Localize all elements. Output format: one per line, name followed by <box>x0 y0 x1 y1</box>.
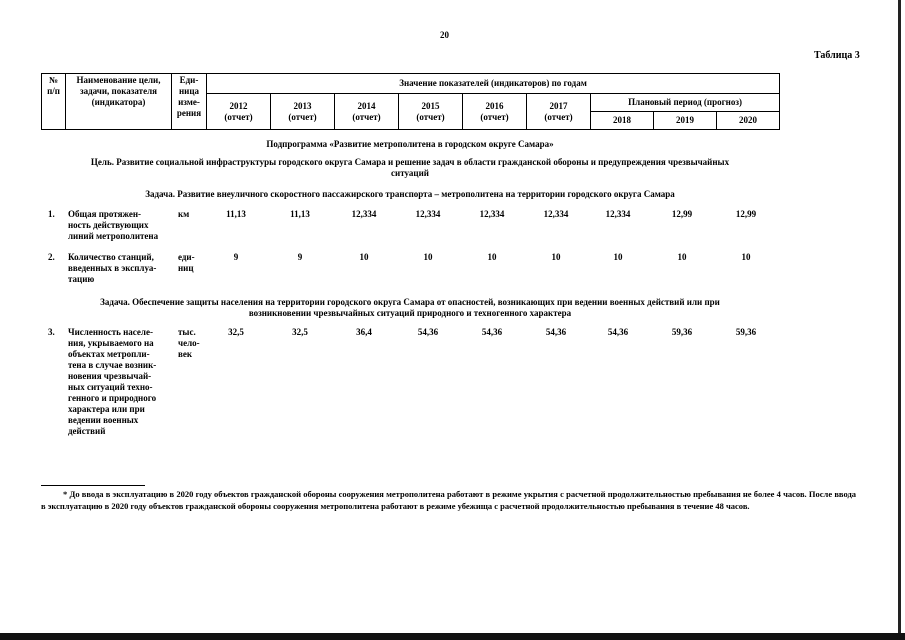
year-label: 2016 <box>485 100 504 111</box>
indicator-unit-line: ниц <box>178 263 194 273</box>
scan-bottom-edge <box>0 633 905 640</box>
indicator-name-line: ность действующих <box>68 220 149 230</box>
indicator-name-line: действий <box>68 426 106 436</box>
header-unit-line: ница <box>178 86 200 96</box>
indicator-unit <box>178 252 212 274</box>
year-label: 2015 <box>421 100 440 111</box>
indicator-name-line: введенных в эксплуа- <box>68 263 157 273</box>
header-num-cell <box>42 74 66 130</box>
indicator-name-line: ния, укрываемого на <box>68 338 154 348</box>
indicator-name <box>68 327 180 437</box>
year-note: (отчет) <box>352 111 381 122</box>
header-year-2012 <box>207 94 271 130</box>
year-note: (отчет) <box>480 111 509 122</box>
header-year-2013 <box>271 94 335 130</box>
year-label: 2012 <box>229 100 248 111</box>
row-number: 2. <box>48 252 55 262</box>
goal-line: ситуаций <box>391 168 429 178</box>
value-2017: 54,36 <box>545 327 567 337</box>
year-note: (отчет) <box>288 111 317 122</box>
value-2017: 10 <box>551 252 561 262</box>
indicator-name-line: ведении военных <box>68 415 139 425</box>
value-2015: 12,334 <box>415 209 441 219</box>
header-plan-year-2019: 2019 <box>654 112 717 130</box>
value-2019: 10 <box>677 252 687 262</box>
value-2017: 12,334 <box>543 209 569 219</box>
row-number: 3. <box>48 327 55 337</box>
value-2013: 32,5 <box>292 327 308 337</box>
value-2012: 11,13 <box>226 209 246 219</box>
header-name-line: (индикатора) <box>91 97 146 107</box>
scan-edge <box>898 0 901 640</box>
value-2014: 10 <box>359 252 369 262</box>
header-unit-line: изме- <box>178 97 200 107</box>
indicator-name-line: Численность населе- <box>68 327 153 337</box>
indicator-unit <box>178 327 212 360</box>
value-2016: 12,334 <box>479 209 505 219</box>
indicator-unit-line: чело- <box>178 338 200 348</box>
indicator-name <box>68 209 180 242</box>
indicator-name-line: ных ситуаций техно- <box>68 382 153 392</box>
task-title-line: возникновении чрезвычайных ситуаций природного и техногенного характера <box>248 308 572 318</box>
value-2012: 9 <box>233 252 239 262</box>
indicator-name-line: новения чрезвычай- <box>68 371 152 381</box>
year-note: (отчет) <box>416 111 445 122</box>
header-num-line: п/п <box>47 86 60 96</box>
value-2019: 12,99 <box>671 209 693 219</box>
header-name-cell <box>66 74 172 130</box>
task-title: Задача. Обеспечение защиты населения на территории городского округа Самара от опасностей, возникающих при ведении военных действий или при <box>100 297 720 307</box>
value-2013: 11,13 <box>290 209 310 219</box>
value-2018: 12,334 <box>605 209 631 219</box>
value-2012: 32,5 <box>228 327 244 337</box>
indicator-unit-line: век <box>178 349 193 359</box>
header-plan-year-2020: 2020 <box>717 112 780 130</box>
header-values-title: Значение показателей (индикаторов) по годам <box>207 74 780 94</box>
indicator-name-line: Общая протяжен- <box>68 209 142 219</box>
indicator-name-line: тацию <box>68 274 95 284</box>
footnote: * До ввода в эксплуатацию в 2020 году объектов гражданской обороны сооружения метрополитена работают в режиме укрытия с расчетной продолжительностью пребывания не более 4 часов. После ввода в эксплуатацию в 2020 году объектов гражданской обороны сооружения метрополитена работают в режиме убежища с расчетной продолжительностью пребывания в течение 48 часов. <box>41 489 856 511</box>
header-plan-year-2018: 2018 <box>591 112 654 130</box>
indicator-name <box>68 252 180 285</box>
value-2014: 36,4 <box>356 327 372 337</box>
value-2018: 10 <box>613 252 623 262</box>
header-name-line: Наименование цели, <box>76 75 161 85</box>
header-unit-cell <box>172 74 207 130</box>
header-year-2015 <box>399 94 463 130</box>
value-2016: 10 <box>487 252 497 262</box>
indicator-unit-line: км <box>178 209 190 219</box>
value-2018: 54,36 <box>607 327 629 337</box>
value-2020: 12,99 <box>735 209 757 219</box>
header-num-line: № <box>48 75 59 85</box>
indicator-name-line: характера или при <box>68 404 145 414</box>
task-title: Задача. Развитие внеуличного скоростного пассажирского транспорта – метрополитена на территории городского округа Самара <box>145 189 675 199</box>
value-2014: 12,334 <box>351 209 377 219</box>
subprogram-title: Подпрограмма «Развитие метрополитена в городском округе Самара» <box>266 139 554 149</box>
value-2015: 10 <box>423 252 433 262</box>
year-label: 2017 <box>549 100 568 111</box>
header-name-line: задачи, показателя <box>79 86 158 96</box>
page-number: 20 <box>440 30 449 40</box>
header-unit-line: рения <box>176 108 202 118</box>
header-unit-line: Еди- <box>179 75 199 85</box>
indicator-name-line: объектах метропли- <box>68 349 150 359</box>
header-year-2016 <box>463 94 527 130</box>
indicator-name-line: тена в случае возник- <box>68 360 157 370</box>
header-plan-title: Плановый период (прогноз) <box>591 94 780 112</box>
year-note: (отчет) <box>224 111 253 122</box>
indicator-unit-line: тыс. <box>178 327 196 337</box>
goal-line: Цель. Развитие социальной инфраструктуры городского округа Самара и решение задач в области гражданской обороны и предупреждения чрезвычайных <box>90 157 730 167</box>
row-number: 1. <box>48 209 55 219</box>
value-2013: 9 <box>297 252 303 262</box>
indicator-name-line: генного и природного <box>68 393 157 403</box>
indicator-name-line: линий метрополитена <box>68 231 159 241</box>
header-year-2017 <box>527 94 591 130</box>
header-year-2014 <box>335 94 399 130</box>
value-2020: 59,36 <box>735 327 757 337</box>
indicator-name-line: Количество станций, <box>68 252 154 262</box>
year-note: (отчет) <box>544 111 573 122</box>
footnote-separator <box>41 485 145 486</box>
value-2020: 10 <box>741 252 751 262</box>
value-2015: 54,36 <box>417 327 439 337</box>
indicator-unit-line: еди- <box>178 252 195 262</box>
year-label: 2014 <box>357 100 376 111</box>
table-header <box>41 73 780 130</box>
value-2016: 54,36 <box>481 327 503 337</box>
table-label: Таблица 3 <box>814 50 860 61</box>
value-2019: 59,36 <box>671 327 693 337</box>
year-label: 2013 <box>293 100 312 111</box>
indicator-unit <box>178 209 212 220</box>
